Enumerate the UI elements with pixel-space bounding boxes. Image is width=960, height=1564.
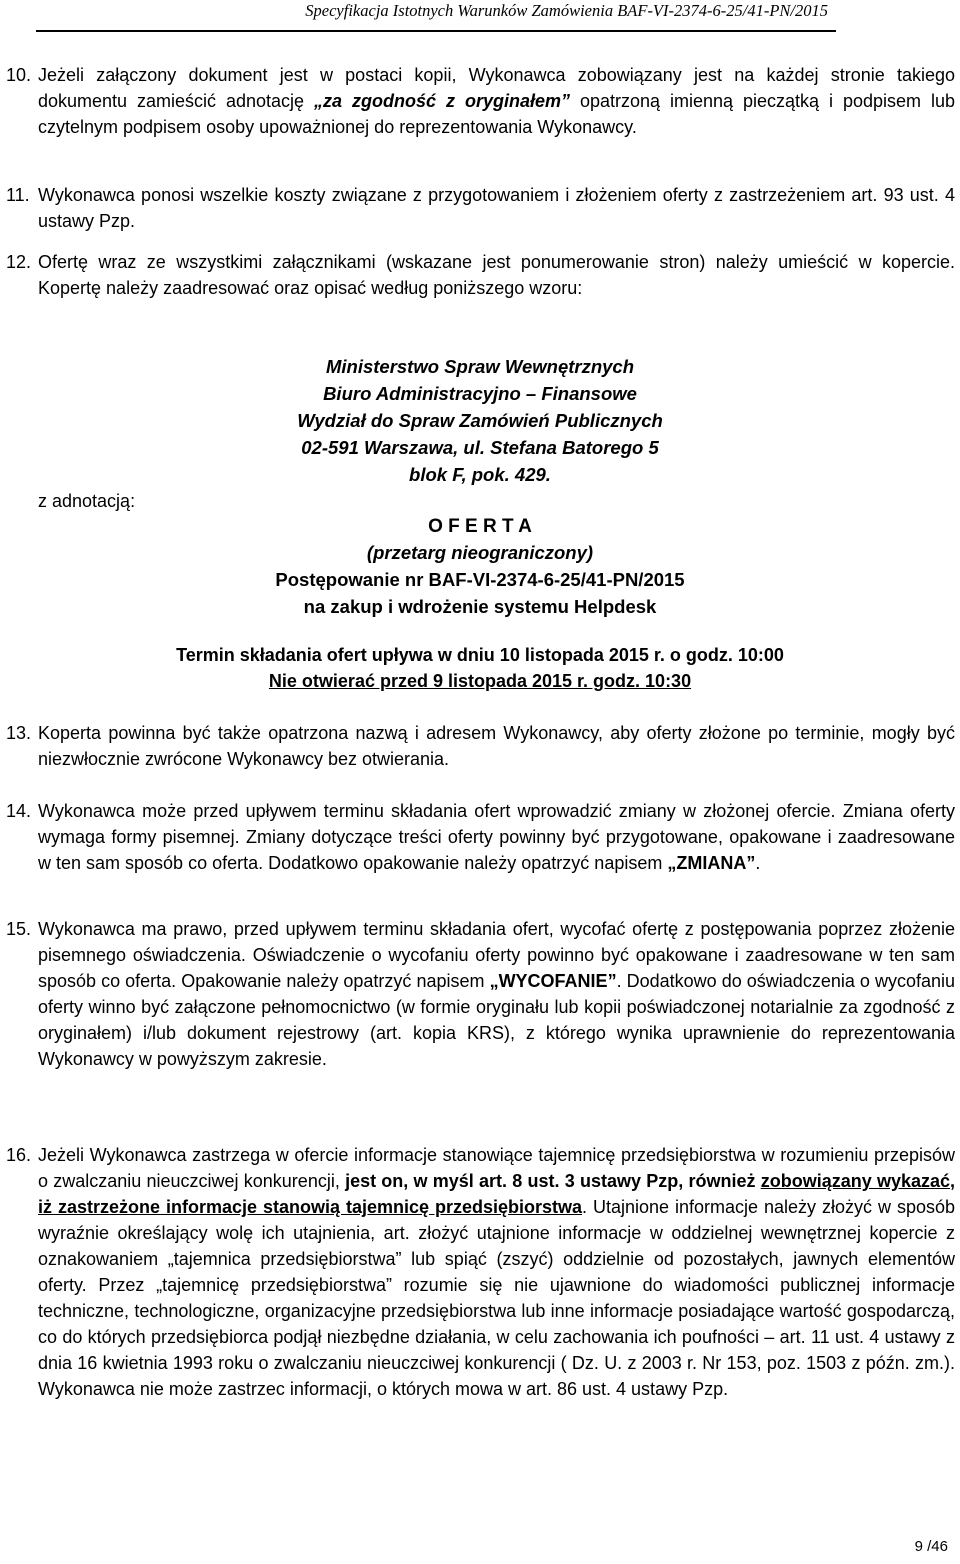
item-text: Wykonawca ma prawo, przed upływem terminu składania ofert, wycofać ofertę z postępowania poprzez złożenie pisemnego oświadczenia. Oświadczenie o wycofaniu oferty powinno być opakowane i zaadresowane w ten sam sposób co oferta. Opakowanie należy opatrzyć napisem „WYCOFANIE”. Dodatkowo do oświadczenia o wycofaniu oferty winno być załączone pełnomocnictwo (w formie oryginału lub kopii poświadczonej notarialnie za zgodność z oryginałem) i/lub dokument rejestrowy (art. kopia KRS), z którego wynika uprawnienie do reprezentowania Wykonawcy w powyższym zakresie. [38, 919, 955, 1069]
envelope-address-1: Ministerstwo Spraw Wewnętrznych [325, 356, 635, 377]
envelope-address-3: Wydział do Spraw Zamówień Publicznych [297, 410, 663, 431]
page-header-title: Specyfikacja Istotnych Warunków Zamówienia BAF-VI-2374-6-25/41-PN/2015 [305, 1, 828, 20]
envelope-tender-type: (przetarg nieograniczony) [366, 542, 594, 563]
envelope-deadline: Termin składania ofert upływa w dniu 10 listopada 2015 r. o godz. 10:00 [176, 645, 784, 665]
envelope-address-2: Biuro Administracyjno – Finansowe [323, 383, 637, 404]
envelope-address-5: blok F, pok. 429. [409, 464, 551, 485]
envelope-do-not-open: Nie otwierać przed 9 listopada 2015 r. godz. 10:30 [268, 671, 692, 691]
item-number: 15. [6, 919, 32, 939]
annotation-label: z adnotacją: [38, 491, 136, 511]
emphasis-text: „za zgodność z oryginałem” [314, 91, 570, 111]
item-text: Koperta powinna być także opatrzona nazwą i adresem Wykonawcy, aby oferty złożone po terminie, mogły być niezwłocznie zwrócone Wykonawcy bez otwierania. [38, 723, 955, 769]
underlined-emphasis-text: zobowiązany wykazać, iż zastrzeżone informacje stanowią tajemnicę przedsiębiorstwa [38, 1171, 956, 1217]
emphasis-text: „ZMIANA” [667, 853, 756, 873]
envelope-subject: na zakup i wdrożenie systemu Helpdesk [303, 596, 657, 617]
envelope-proceeding: Postępowanie nr BAF-VI-2374-6-25/41-PN/2015 [275, 569, 685, 590]
item-text: Jeżeli załączony dokument jest w postaci kopii, Wykonawca zobowiązany jest na każdej stronie takiego dokumentu zamieścić adnotację „za zgodność z oryginałem” opatrzoną imienną pieczątką i podpisem lub czytelnym podpisem osoby upoważnionej do reprezentowania Wykonawcy. [38, 65, 956, 137]
emphasis-text: „WYCOFANIE” [489, 971, 617, 991]
envelope-oferta: O F E R T A [428, 516, 532, 537]
item-number: 14. [6, 801, 32, 821]
item-number: 12. [6, 252, 32, 272]
page-number: 9 /46 [914, 1538, 948, 1555]
item-text: Wykonawca może przed upływem terminu składania ofert wprowadzić zmiany w złożonej ofercie. Zmiana oferty wymaga formy pisemnej. Zmiany dotyczące treści oferty powinny być przygotowane, opakowane i zaadresowane w ten sam sposób co oferta. Dodatkowo opakowanie należy opatrzyć napisem „ZMIANA”. [38, 801, 955, 873]
item-text: Wykonawca ponosi wszelkie koszty związane z przygotowaniem i złożeniem oferty z zastrzeżeniem art. 93 ust. 4 ustawy Pzp. [38, 185, 955, 231]
header-rule [36, 30, 836, 32]
item-text: Jeżeli Wykonawca zastrzega w ofercie informacje stanowiące tajemnicę przedsiębiorstwa w rozumieniu przepisów o zwalczaniu nieuczciwej konkurencji, jest on, w myśl art. 8 ust. 3 ustawy Pzp, również zobowiązany wykazać, iż zastrzeżone informacje stanowią tajemnicę przedsiębiorstwa. Utajnione informacje należy złożyć w sposób wyraźnie określający wolę ich utajnienia, art. złożyć utajnione informacje w oddzielnej wewnętrznej kopercie z oznakowaniem „tajemnica przedsiębiorstwa” lub spiąć (zszyć) oddzielnie od pozostałych, jawnych elementów oferty. Przez „tajemnicę przedsiębiorstwa” rozumie się nie ujawnione do wiadomości publicznej informacje techniczne, technologiczne, organizacyjne przedsiębiorstwa lub inne informacje posiadające wartość gospodarczą, co do których przedsiębiorca podjął niezbędne działania, w celu zachowania ich poufności – art. 11 ust. 4 ustawy z dnia 16 kwietnia 1993 roku o zwalczaniu nieuczciwej konkurencji ( Dz. U. z 2003 r. Nr 153, poz. 1503 z późn. zm.). Wykonawca nie może zastrzec informacji, o których mowa w art. 86 ust. 4 ustawy Pzp. [38, 1145, 956, 1399]
emphasis-text: jest on, w myśl art. 8 ust. 3 ustawy Pzp, również [345, 1171, 761, 1191]
item-number: 13. [6, 723, 32, 743]
item-text: Ofertę wraz ze wszystkimi załącznikami (wskazane jest ponumerowanie stron) należy umieścić w kopercie. Kopertę należy zaadresować oraz opisać według poniższego wzoru: [38, 252, 955, 298]
item-number: 11. [6, 185, 30, 205]
item-number: 10. [6, 65, 32, 85]
item-number: 16. [6, 1145, 32, 1165]
envelope-address-4: 02-591 Warszawa, ul. Stefana Batorego 5 [301, 437, 659, 458]
